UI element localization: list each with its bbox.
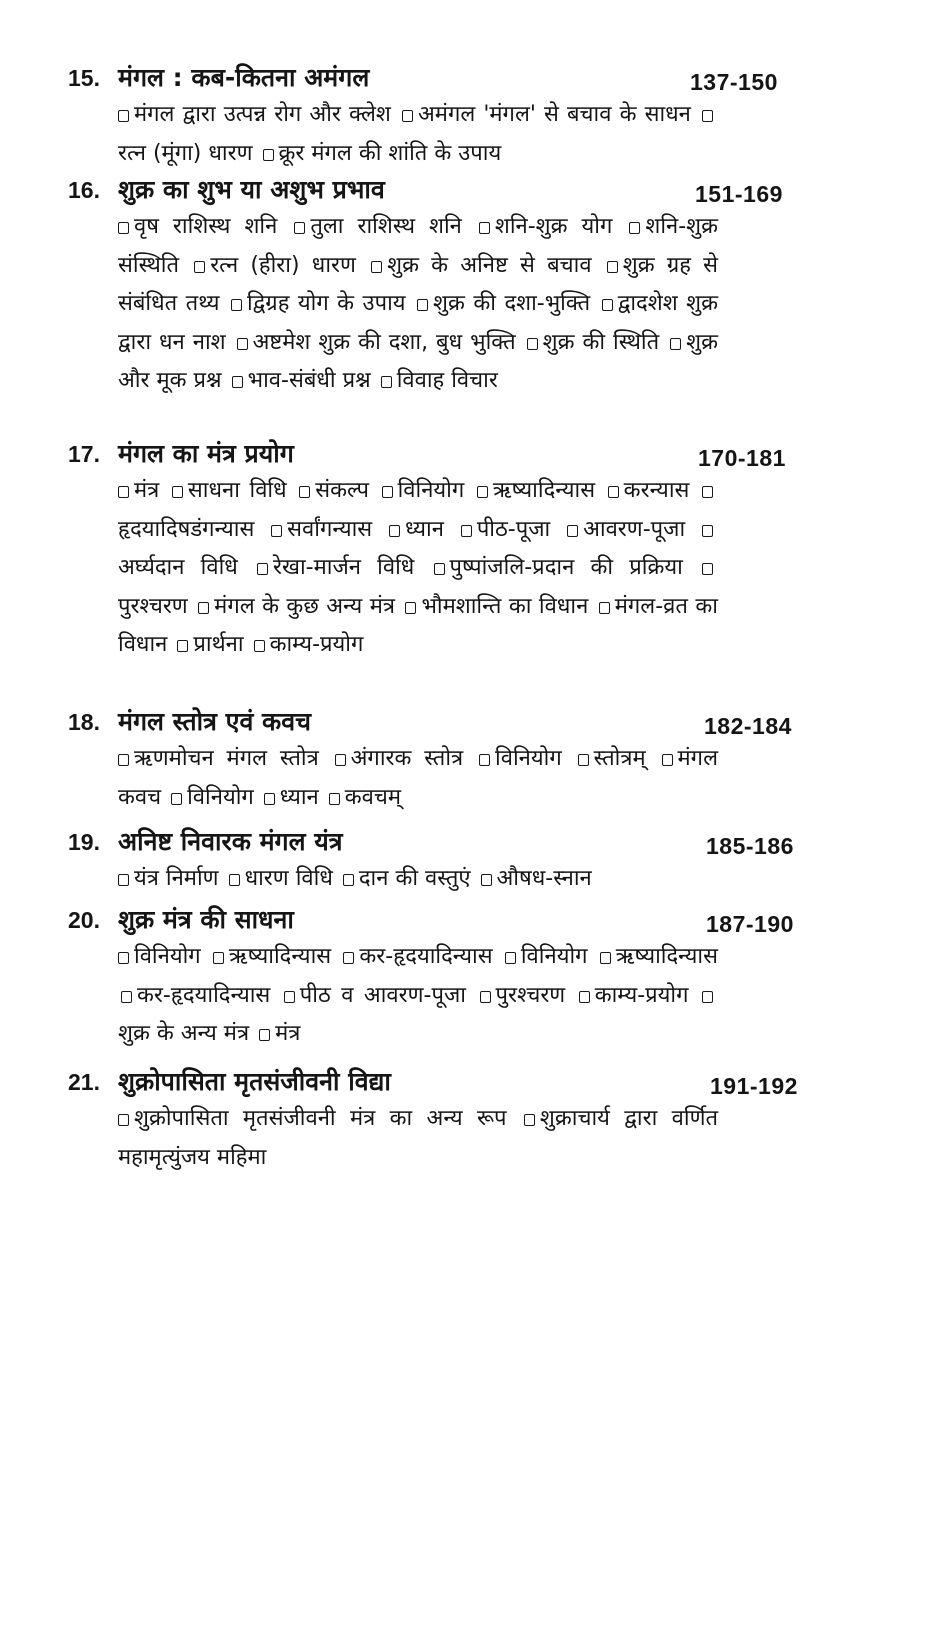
topic-text: पीठ व आवरण-पूजा <box>299 982 467 1008</box>
topic-text: पुरश्चरण <box>118 593 188 619</box>
topic-text: द्विग्रह योग के उपाय <box>246 291 406 316</box>
entry-page-range: 185-186 <box>706 833 794 859</box>
topic-item <box>261 785 319 810</box>
square-bullet-icon <box>434 563 445 575</box>
entry-heading <box>68 436 828 472</box>
topic-text: विनियोग <box>520 944 588 969</box>
square-bullet-icon <box>670 338 681 350</box>
entry-number: 21. <box>68 1069 100 1095</box>
topic-item <box>268 517 372 542</box>
square-bullet-icon <box>480 991 491 1003</box>
topic-text: ऋष्यादिन्यास <box>228 944 332 969</box>
topic-text: सर्वांगन्यास <box>287 516 373 542</box>
square-bullet-icon <box>232 376 243 388</box>
topic-text: अमंगल 'मंगल' से बचाव के साधन <box>417 102 691 127</box>
topic-text: मंगल कवच <box>118 746 718 810</box>
topic-text: दान की वस्तुएं <box>358 866 471 891</box>
entry-heading <box>68 172 828 208</box>
topic-text: शुक्र की दशा-भुक्ति <box>433 291 591 316</box>
topic-item <box>226 866 333 891</box>
topic-text: विनियोग <box>495 746 562 771</box>
topic-text: ऋष्यादिन्यास <box>615 944 718 969</box>
square-bullet-icon <box>389 525 400 537</box>
square-bullet-icon <box>417 299 428 311</box>
topic-text: ऋष्यादिन्यास <box>492 478 596 503</box>
topic-item <box>296 478 369 503</box>
topic-text: वृष राशिस्थ शनि <box>134 214 278 239</box>
square-bullet-icon <box>382 486 393 498</box>
topic-text: क्रूर मंगल की शांति के उपाय <box>278 140 502 166</box>
square-bullet-icon <box>343 952 354 964</box>
topic-item <box>340 866 471 891</box>
square-bullet-icon <box>257 563 268 575</box>
topic-text: रेखा-मार्जन विधि <box>272 555 415 580</box>
square-bullet-icon <box>121 991 132 1003</box>
topic-text: काम्य-प्रयोग <box>594 982 689 1008</box>
topic-item <box>605 478 690 503</box>
topic-text: शुक्र के अन्य मंत्र <box>118 1021 250 1046</box>
square-bullet-icon <box>231 299 242 311</box>
square-bullet-icon <box>602 299 613 311</box>
entry-title: मंगल : कब-कितना अमंगल <box>118 63 370 92</box>
topic-item <box>228 291 406 316</box>
topic-item <box>291 214 462 239</box>
square-bullet-icon <box>118 874 129 886</box>
square-bullet-icon <box>118 1114 129 1126</box>
topic-item <box>118 478 159 503</box>
topic-item <box>379 478 465 503</box>
topic-item <box>399 102 691 127</box>
toc-entry-18 <box>68 704 828 817</box>
square-bullet-icon <box>118 486 129 498</box>
topic-text: यंत्र निर्माण <box>134 866 219 891</box>
topic-text: कवचम् <box>344 784 402 810</box>
square-bullet-icon <box>172 486 183 498</box>
entry-heading <box>68 824 828 860</box>
topic-text: पुष्पांजलि-प्रदान की प्रक्रिया <box>449 555 683 580</box>
topic-text: शुक्रोपासिता मृतसंजीवनी मंत्र का अन्य रूप <box>134 1106 507 1131</box>
topic-text: संकल्प <box>315 478 369 503</box>
topic-text: ध्यान <box>405 516 444 542</box>
square-bullet-icon <box>505 952 516 964</box>
entry-title: मंगल का मंत्र प्रयोग <box>118 439 294 468</box>
square-bullet-icon <box>118 754 129 766</box>
entry-page-range: 151-169 <box>695 181 783 207</box>
entry-topics <box>118 740 718 817</box>
entry-heading <box>68 1064 828 1100</box>
square-bullet-icon <box>299 486 310 498</box>
topic-text: मंत्र <box>134 478 160 503</box>
topic-text: द्वादशेश शुक्र द्वारा धन नाश <box>118 291 718 355</box>
square-bullet-icon <box>702 525 713 537</box>
square-bullet-icon <box>579 991 590 1003</box>
square-bullet-icon <box>607 261 618 273</box>
topic-item <box>281 983 466 1008</box>
topic-text: शुक्र के अनिष्ट से बचाव <box>387 252 592 278</box>
topic-item <box>174 632 243 657</box>
topic-item <box>564 517 685 542</box>
topic-text: हृदयादिषडंगन्यास <box>118 516 255 542</box>
square-bullet-icon <box>527 338 538 350</box>
entry-page-range: 137-150 <box>690 69 778 95</box>
topic-text: प्रार्थना <box>193 632 244 657</box>
square-bullet-icon <box>118 952 129 964</box>
square-bullet-icon <box>477 486 488 498</box>
topic-text: स्तोत्रम् <box>593 746 646 771</box>
topic-text: अष्टमेश शुक्र की दशा, बुध भुक्ति <box>252 329 516 355</box>
topic-item <box>229 368 371 393</box>
topic-text: शुक्र और मूक प्रश्न <box>118 329 718 393</box>
topic-item <box>414 291 590 316</box>
square-bullet-icon <box>371 261 382 273</box>
square-bullet-icon <box>264 793 275 805</box>
topic-item <box>476 746 562 771</box>
square-bullet-icon <box>629 222 640 234</box>
topic-text: साधना विधि <box>187 478 287 503</box>
topic-item <box>576 983 689 1008</box>
square-bullet-icon <box>229 874 240 886</box>
topic-item <box>340 944 492 969</box>
topic-text: मंत्र <box>275 1021 301 1046</box>
square-bullet-icon <box>479 222 490 234</box>
entry-topics <box>118 472 718 665</box>
topic-text: पुरश्चरण <box>495 982 566 1008</box>
entry-number: 18. <box>68 709 100 735</box>
topic-item <box>477 983 566 1008</box>
square-bullet-icon <box>343 874 354 886</box>
square-bullet-icon <box>608 486 619 498</box>
topic-item <box>118 746 319 771</box>
topic-item <box>368 253 591 278</box>
topic-item <box>458 517 550 542</box>
topic-text: शुक्र ग्रह से संबंधित तथ्य <box>118 252 718 316</box>
square-bullet-icon <box>271 525 282 537</box>
entry-title: शुक्रोपासिता मृतसंजीवनी विद्या <box>118 1067 391 1096</box>
entry-heading <box>68 902 828 938</box>
entry-topics <box>118 96 718 173</box>
topic-item <box>478 866 592 891</box>
square-bullet-icon <box>524 1114 535 1126</box>
square-bullet-icon <box>259 1029 270 1041</box>
topic-text: भौमशान्ति का विधान <box>421 593 589 619</box>
toc-entry-15 <box>68 60 828 173</box>
entry-heading <box>68 704 828 740</box>
square-bullet-icon <box>402 110 413 122</box>
topic-item <box>118 983 270 1008</box>
topic-text: काम्य-प्रयोग <box>269 632 364 657</box>
topic-text: कर-हृदयादिन्यास <box>137 982 271 1008</box>
topic-text: आवरण-पूजा <box>583 516 686 542</box>
toc-entry-16 <box>68 172 828 401</box>
entry-title: शुक्र का शुभ या अशुभ प्रभाव <box>118 175 385 204</box>
topic-text: कर-हृदयादिन्यास <box>359 944 493 969</box>
topic-item <box>502 944 588 969</box>
square-bullet-icon <box>254 640 265 652</box>
square-bullet-icon <box>284 991 295 1003</box>
square-bullet-icon <box>481 874 492 886</box>
topic-item <box>169 478 287 503</box>
entry-number: 17. <box>68 441 100 467</box>
topic-item <box>378 368 498 393</box>
topic-item <box>256 1021 300 1046</box>
topic-item <box>210 944 331 969</box>
toc-entry-20 <box>68 902 828 1054</box>
square-bullet-icon <box>263 149 274 161</box>
toc-entry-21 <box>68 1064 828 1177</box>
entry-topics <box>118 208 718 401</box>
topic-item <box>474 478 595 503</box>
topic-text: तुला राशिस्थ शनि <box>310 214 462 239</box>
square-bullet-icon <box>702 486 713 498</box>
topic-item <box>326 785 401 810</box>
entry-number: 15. <box>68 65 100 91</box>
entry-topics <box>118 860 718 899</box>
topic-text: अंगारक स्तोत्र <box>350 746 464 771</box>
topic-item <box>195 594 395 619</box>
topic-item <box>234 330 516 355</box>
entry-title: मंगल स्तोत्र एवं कवच <box>118 707 312 736</box>
topic-item <box>402 594 588 619</box>
topic-text: विनियोग <box>134 944 201 969</box>
square-bullet-icon <box>329 793 340 805</box>
square-bullet-icon <box>118 222 129 234</box>
topic-text: शनि-शुक्र संस्थिति <box>118 214 719 278</box>
topic-item <box>118 866 219 891</box>
square-bullet-icon <box>702 563 713 575</box>
topic-item <box>332 746 464 771</box>
topic-item <box>260 141 502 166</box>
topic-text: पीठ-पूजा <box>476 516 551 542</box>
entry-page-range: 182-184 <box>704 713 792 739</box>
entry-number: 16. <box>68 177 100 203</box>
square-bullet-icon <box>599 602 610 614</box>
topic-item <box>386 517 444 542</box>
entry-page-range: 187-190 <box>706 911 794 937</box>
toc-entry-19 <box>68 824 828 899</box>
square-bullet-icon <box>118 110 129 122</box>
square-bullet-icon <box>702 110 713 122</box>
topic-text: औषध-स्नान <box>496 866 592 891</box>
topic-text: भाव-संबंधी प्रश्न <box>247 368 371 393</box>
entry-number: 20. <box>68 907 100 933</box>
topic-text: अर्घ्यदान विधि <box>118 555 238 580</box>
square-bullet-icon <box>567 525 578 537</box>
topic-text: विनियोग <box>187 784 254 810</box>
square-bullet-icon <box>662 754 673 766</box>
entry-topics <box>118 938 718 1054</box>
topic-item <box>431 555 683 580</box>
square-bullet-icon <box>461 525 472 537</box>
entry-title: अनिष्ट निवारक मंगल यंत्र <box>118 827 343 856</box>
topic-text: विवाह विचार <box>396 368 498 393</box>
topic-text: रत्न (हीरा) धारण <box>210 252 356 278</box>
topic-item <box>118 102 391 127</box>
square-bullet-icon <box>198 602 209 614</box>
topic-text: करन्यास <box>623 478 690 503</box>
square-bullet-icon <box>702 991 713 1003</box>
square-bullet-icon <box>213 952 224 964</box>
topic-item <box>118 1106 507 1131</box>
entry-title: शुक्र मंत्र की साधना <box>118 905 294 934</box>
toc-entry-17 <box>68 436 828 665</box>
topic-item <box>118 944 201 969</box>
topic-item <box>251 632 364 657</box>
square-bullet-icon <box>405 602 416 614</box>
topic-item <box>191 253 356 278</box>
topic-item <box>168 785 254 810</box>
square-bullet-icon <box>177 640 188 652</box>
square-bullet-icon <box>294 222 305 234</box>
topic-text: रत्न (मूंगा) धारण <box>118 140 253 166</box>
square-bullet-icon <box>237 338 248 350</box>
topic-text: मंगल के कुछ अन्य मंत्र <box>214 593 395 619</box>
topic-item <box>597 944 718 969</box>
square-bullet-icon <box>578 754 589 766</box>
topic-item <box>575 746 646 771</box>
topic-text: मंगल-व्रत का विधान <box>118 593 718 657</box>
topic-text: शनि-शुक्र योग <box>494 214 613 239</box>
topic-text: धारण विधि <box>244 866 333 891</box>
topic-text: शुक्राचार्य द्वारा वर्णित महामृत्युंजय महिमा <box>118 1106 719 1170</box>
square-bullet-icon <box>600 952 611 964</box>
topic-item <box>524 330 660 355</box>
topic-text: ऋणमोचन मंगल स्तोत्र <box>134 746 319 771</box>
entry-page-range: 191-192 <box>710 1073 798 1099</box>
topic-item <box>476 214 613 239</box>
entry-heading <box>68 60 828 96</box>
topic-text: ध्यान <box>279 784 319 810</box>
square-bullet-icon <box>381 376 392 388</box>
topic-item <box>254 555 414 580</box>
square-bullet-icon <box>335 754 346 766</box>
square-bullet-icon <box>194 261 205 273</box>
square-bullet-icon <box>171 793 182 805</box>
entry-topics <box>118 1100 718 1177</box>
square-bullet-icon <box>479 754 490 766</box>
entry-page-range: 170-181 <box>698 445 786 471</box>
topic-text: विनियोग <box>397 478 465 503</box>
topic-text: मंगल द्वारा उत्पन्न रोग और क्लेश <box>134 102 391 127</box>
topic-item <box>118 214 277 239</box>
entry-number: 19. <box>68 829 100 855</box>
topic-text: शुक्र की स्थिति <box>542 329 660 355</box>
